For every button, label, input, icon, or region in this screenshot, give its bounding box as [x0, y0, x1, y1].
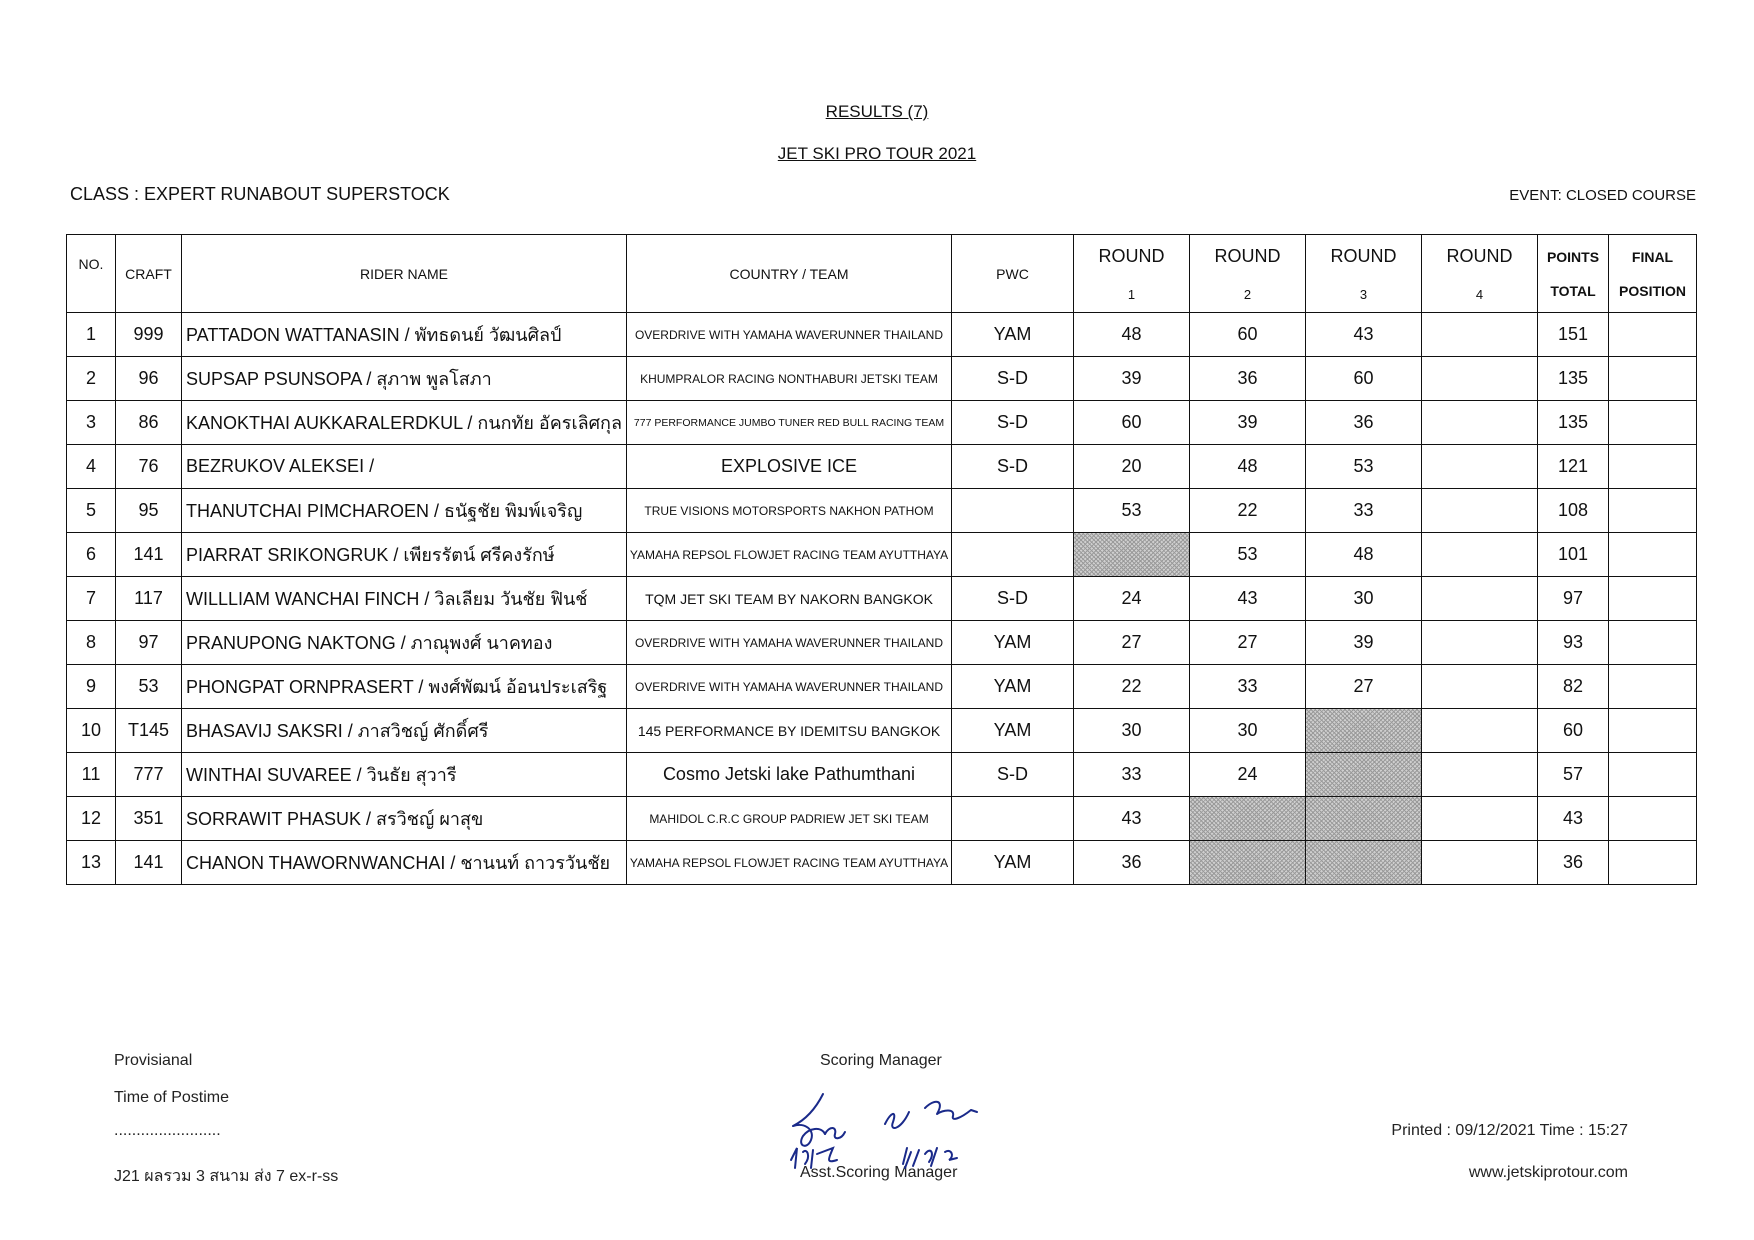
- header-row: [67, 235, 1697, 313]
- craft-number: 96: [116, 357, 182, 401]
- row-number: 8: [67, 621, 116, 665]
- points-total: 135: [1538, 357, 1609, 401]
- row-number: 10: [67, 709, 116, 753]
- rider-name: BHASAVIJ SAKSRI / ภาสวิชญ์ ศักดิ์ศรี: [182, 709, 627, 753]
- team-name: YAMAHA REPSOL FLOWJET RACING TEAM AYUTTHAYA: [627, 841, 952, 885]
- round-1-points: 60: [1074, 401, 1190, 445]
- header-round-3: ROUND 3: [1306, 235, 1422, 313]
- team-name: OVERDRIVE WITH YAMAHA WAVERUNNER THAILAND: [627, 621, 952, 665]
- team-name: TQM JET SKI TEAM BY NAKORN BANGKOK: [627, 577, 952, 621]
- final-position: [1609, 401, 1697, 445]
- team-name: OVERDRIVE WITH YAMAHA WAVERUNNER THAILAND: [627, 665, 952, 709]
- team-name: EXPLOSIVE ICE: [627, 445, 952, 489]
- round-2-points: 39: [1190, 401, 1306, 445]
- round-4-points: [1422, 709, 1538, 753]
- row-number: 6: [67, 533, 116, 577]
- round-4-points: [1422, 489, 1538, 533]
- points-total: 151: [1538, 313, 1609, 357]
- header-rider: RIDER NAME: [182, 235, 627, 313]
- row-number: 7: [67, 577, 116, 621]
- round-3-points: 60: [1306, 357, 1422, 401]
- header-round-4: ROUND 4: [1422, 235, 1538, 313]
- final-position: [1609, 797, 1697, 841]
- round-4-points: [1422, 753, 1538, 797]
- round-4-points: [1422, 533, 1538, 577]
- team-name: OVERDRIVE WITH YAMAHA WAVERUNNER THAILAND: [627, 313, 952, 357]
- round-2-points: 22: [1190, 489, 1306, 533]
- table-row: [67, 709, 1697, 753]
- scoring-manager-label: Scoring Manager: [820, 1052, 942, 1069]
- pwc-brand: [952, 489, 1074, 533]
- round-3-points: 27: [1306, 665, 1422, 709]
- header-final-position: FINAL POSITION: [1609, 235, 1697, 313]
- table-row: [67, 445, 1697, 489]
- round-3-points: [1306, 753, 1422, 797]
- table-row: [67, 665, 1697, 709]
- postime-dots: ........................: [114, 1122, 221, 1139]
- rider-name: CHANON THAWORNWANCHAI / ชานนท์ ถาวรวันชัย: [182, 841, 627, 885]
- team-name: MAHIDOL C.R.C GROUP PADRIEW JET SKI TEAM: [627, 797, 952, 841]
- round-2-points: [1190, 797, 1306, 841]
- round-2-points: 30: [1190, 709, 1306, 753]
- round-1-points: 43: [1074, 797, 1190, 841]
- header-round-1: ROUND 1: [1074, 235, 1190, 313]
- round-4-points: [1422, 797, 1538, 841]
- points-total: 121: [1538, 445, 1609, 489]
- table-row: [67, 621, 1697, 665]
- row-number: 3: [67, 401, 116, 445]
- rider-name: BEZRUKOV ALEKSEI /: [182, 445, 627, 489]
- final-position: [1609, 357, 1697, 401]
- row-number: 1: [67, 313, 116, 357]
- points-total: 93: [1538, 621, 1609, 665]
- header-craft: CRAFT: [116, 235, 182, 313]
- header-pwc: PWC: [952, 235, 1074, 313]
- header-team: COUNTRY / TEAM: [627, 235, 952, 313]
- class-label: CLASS : EXPERT RUNABOUT SUPERSTOCK: [70, 184, 450, 204]
- craft-number: 141: [116, 533, 182, 577]
- craft-number: 86: [116, 401, 182, 445]
- points-total: 135: [1538, 401, 1609, 445]
- table-row: [67, 313, 1697, 357]
- table-row: [67, 357, 1697, 401]
- round-4-points: [1422, 577, 1538, 621]
- round-4-points: [1422, 621, 1538, 665]
- points-total: 60: [1538, 709, 1609, 753]
- points-total: 97: [1538, 577, 1609, 621]
- round-2-points: 48: [1190, 445, 1306, 489]
- pwc-brand: YAM: [952, 841, 1074, 885]
- final-position: [1609, 753, 1697, 797]
- round-2-points: 27: [1190, 621, 1306, 665]
- craft-number: 95: [116, 489, 182, 533]
- event-label: EVENT: CLOSED COURSE: [1509, 187, 1696, 204]
- table-row: [67, 797, 1697, 841]
- round-4-points: [1422, 357, 1538, 401]
- pwc-brand: S-D: [952, 577, 1074, 621]
- table-row: [67, 489, 1697, 533]
- round-2-points: 36: [1190, 357, 1306, 401]
- row-number: 11: [67, 753, 116, 797]
- team-name: TRUE VISIONS MOTORSPORTS NAKHON PATHOM: [627, 489, 952, 533]
- round-2-points: 43: [1190, 577, 1306, 621]
- final-position: [1609, 621, 1697, 665]
- row-number: 2: [67, 357, 116, 401]
- team-name: 145 PERFORMANCE BY IDEMITSU BANGKOK: [627, 709, 952, 753]
- document-code: J21 ผลรวม 3 สนาม ส่ง 7 ex-r-ss: [114, 1168, 339, 1185]
- table-row: [67, 841, 1697, 885]
- round-1-points: 48: [1074, 313, 1190, 357]
- points-total: 101: [1538, 533, 1609, 577]
- round-3-points: 43: [1306, 313, 1422, 357]
- pwc-brand: YAM: [952, 709, 1074, 753]
- header-points-total: POINTS TOTAL: [1538, 235, 1609, 313]
- final-position: [1609, 577, 1697, 621]
- craft-number: 777: [116, 753, 182, 797]
- rider-name: WINTHAI SUVAREE / วินธัย สุวารี: [182, 753, 627, 797]
- rider-name: SUPSAP PSUNSOPA / สุภาพ พูลโสภา: [182, 357, 627, 401]
- pwc-brand: YAM: [952, 313, 1074, 357]
- final-position: [1609, 489, 1697, 533]
- row-number: 13: [67, 841, 116, 885]
- team-name: KHUMPRALOR RACING NONTHABURI JETSKI TEAM: [627, 357, 952, 401]
- round-3-points: 36: [1306, 401, 1422, 445]
- row-number: 4: [67, 445, 116, 489]
- craft-number: 351: [116, 797, 182, 841]
- final-position: [1609, 445, 1697, 489]
- round-2-points: 33: [1190, 665, 1306, 709]
- table-row: [67, 753, 1697, 797]
- round-1-points: 36: [1074, 841, 1190, 885]
- round-4-points: [1422, 313, 1538, 357]
- asst-scoring-manager-label: Asst.Scoring Manager: [800, 1164, 958, 1181]
- round-4-points: [1422, 841, 1538, 885]
- round-1-points: 22: [1074, 665, 1190, 709]
- pwc-brand: [952, 797, 1074, 841]
- printed-timestamp: Printed : 09/12/2021 Time : 15:27: [1391, 1122, 1628, 1139]
- pwc-brand: YAM: [952, 665, 1074, 709]
- round-2-points: 53: [1190, 533, 1306, 577]
- round-1-points: 20: [1074, 445, 1190, 489]
- rider-name: SORRAWIT PHASUK / สรวิชญ์ ผาสุข: [182, 797, 627, 841]
- pwc-brand: S-D: [952, 753, 1074, 797]
- table-row: [67, 533, 1697, 577]
- round-1-points: 39: [1074, 357, 1190, 401]
- final-position: [1609, 709, 1697, 753]
- points-total: 57: [1538, 753, 1609, 797]
- round-3-points: [1306, 841, 1422, 885]
- rider-name: PRANUPONG NAKTONG / ภาณุพงศ์ นาคทอง: [182, 621, 627, 665]
- header-no: NO.: [67, 235, 116, 313]
- final-position: [1609, 533, 1697, 577]
- pwc-brand: S-D: [952, 357, 1074, 401]
- final-position: [1609, 665, 1697, 709]
- craft-number: 97: [116, 621, 182, 665]
- round-3-points: 33: [1306, 489, 1422, 533]
- rider-name: THANUTCHAI PIMCHAROEN / ธนัฐชัย พิมพ์เจริญ: [182, 489, 627, 533]
- round-4-points: [1422, 445, 1538, 489]
- table-row: [67, 401, 1697, 445]
- final-position: [1609, 841, 1697, 885]
- final-position: [1609, 313, 1697, 357]
- round-1-points: 27: [1074, 621, 1190, 665]
- pwc-brand: S-D: [952, 401, 1074, 445]
- round-1-points: 53: [1074, 489, 1190, 533]
- round-4-points: [1422, 665, 1538, 709]
- round-3-points: 39: [1306, 621, 1422, 665]
- round-3-points: [1306, 709, 1422, 753]
- website-link[interactable]: www.jetskiprotour.com: [1468, 1164, 1628, 1181]
- points-total: 43: [1538, 797, 1609, 841]
- points-total: 108: [1538, 489, 1609, 533]
- provisional-label: Provisianal: [114, 1052, 193, 1069]
- round-3-points: 30: [1306, 577, 1422, 621]
- pwc-brand: S-D: [952, 445, 1074, 489]
- craft-number: 53: [116, 665, 182, 709]
- round-3-points: 53: [1306, 445, 1422, 489]
- pwc-brand: [952, 533, 1074, 577]
- round-2-points: 24: [1190, 753, 1306, 797]
- round-1-points: 33: [1074, 753, 1190, 797]
- table-row: [67, 577, 1697, 621]
- team-name: 777 PERFORMANCE JUMBO TUNER RED BULL RACING TEAM: [627, 401, 952, 445]
- results-table: [66, 234, 1697, 885]
- row-number: 12: [67, 797, 116, 841]
- team-name: Cosmo Jetski lake Pathumthani: [627, 753, 952, 797]
- craft-number: 76: [116, 445, 182, 489]
- craft-number: 117: [116, 577, 182, 621]
- round-1-points: 30: [1074, 709, 1190, 753]
- row-number: 5: [67, 489, 116, 533]
- page-subtitle: JET SKI PRO TOUR 2021: [777, 144, 977, 163]
- round-4-points: [1422, 401, 1538, 445]
- round-3-points: [1306, 797, 1422, 841]
- rider-name: WILLLIAM WANCHAI FINCH / วิลเลียม วันชัย ฟินช์: [182, 577, 627, 621]
- craft-number: T145: [116, 709, 182, 753]
- rider-name: PIARRAT SRIKONGRUK / เพียรรัตน์ ศรีคงรักษ์: [182, 533, 627, 577]
- time-of-postime-label: Time of Postime: [114, 1089, 229, 1106]
- round-3-points: 48: [1306, 533, 1422, 577]
- team-name: YAMAHA REPSOL FLOWJET RACING TEAM AYUTTHAYA: [627, 533, 952, 577]
- round-1-points: [1074, 533, 1190, 577]
- pwc-brand: YAM: [952, 621, 1074, 665]
- craft-number: 141: [116, 841, 182, 885]
- rider-name: PHONGPAT ORNPRASERT / พงศ์พัฒน์ อ้อนประเสริฐ: [182, 665, 627, 709]
- rider-name: KANOKTHAI AUKKARALERDKUL / กนกทัย อัครเลิศกุล: [182, 401, 627, 445]
- handwritten-signature: [785, 1090, 1005, 1180]
- round-2-points: 60: [1190, 313, 1306, 357]
- craft-number: 999: [116, 313, 182, 357]
- rider-name: PATTADON WATTANASIN / พัทธดนย์ วัฒนศิลป์: [182, 313, 627, 357]
- page-title: RESULTS (7): [825, 102, 929, 121]
- points-total: 82: [1538, 665, 1609, 709]
- points-total: 36: [1538, 841, 1609, 885]
- header-round-2: ROUND 2: [1190, 235, 1306, 313]
- row-number: 9: [67, 665, 116, 709]
- round-2-points: [1190, 841, 1306, 885]
- round-1-points: 24: [1074, 577, 1190, 621]
